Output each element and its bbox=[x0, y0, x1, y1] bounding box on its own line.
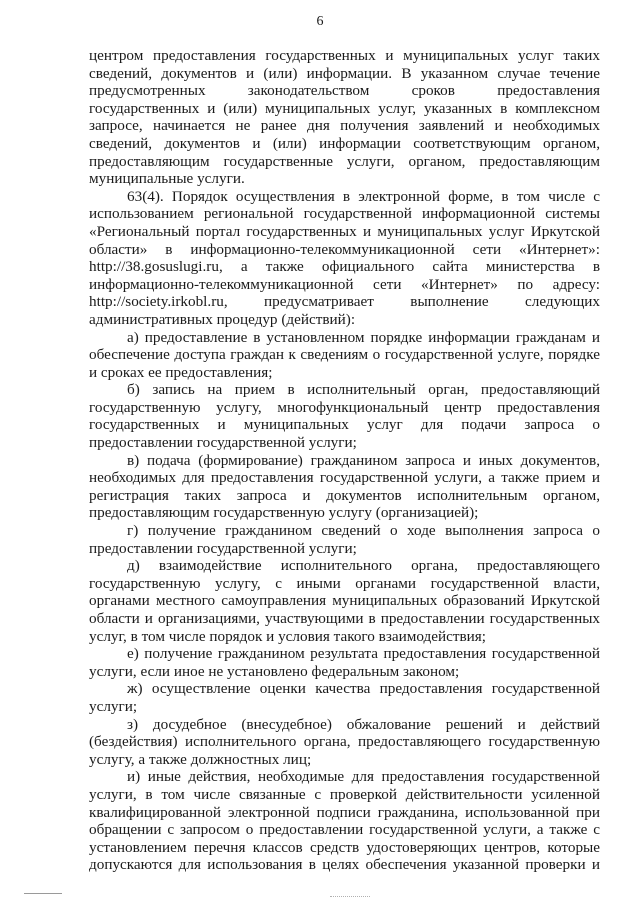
text-line: центром предоставления государственных и муниципальных услуг таких bbox=[89, 47, 600, 64]
text-line: з) досудебное (внесудебное) обжалование решений и действий bbox=[127, 715, 600, 733]
text-line: услуги, в том числе связанные с проверкой действительности усиленной bbox=[89, 785, 600, 803]
text-line: г) получение гражданином сведений о ходе выполнения запроса о bbox=[127, 522, 600, 540]
text-line: 63(4). Порядок осуществления в электронной форме, в том числе с bbox=[127, 187, 600, 205]
text-line: обращении с запросом о предоставлении государственной услуги, а также с bbox=[89, 821, 600, 839]
text-line: муниципальные услуги. bbox=[89, 170, 245, 188]
text-line: допускаются для использования в целях обеспечения указанной проверки и bbox=[89, 856, 600, 874]
text-line: предусмотренных законодательством сроков предоставления bbox=[89, 82, 600, 100]
text-line: государственную услугу, многофункциональный центр предоставления bbox=[89, 398, 600, 416]
text-line: услуги, если иное не установлено федеральным законом; bbox=[89, 662, 460, 680]
text-line: области» в информационно-телекоммуникационной сети «Интернет»: bbox=[89, 240, 600, 258]
scan-edge-dots bbox=[330, 896, 370, 903]
text-line: предоставлении государственной услуги; bbox=[89, 539, 357, 557]
text-line: сведений, документов и (или) информации соответствующим органом, bbox=[89, 134, 600, 152]
text-line: государственных и муниципальных услуг для подачи запроса о bbox=[89, 416, 600, 434]
text-line: б) запись на прием в исполнительный орган, предоставляющий bbox=[127, 381, 600, 399]
text-line: квалифицированной электронной подписи гражданина, использованной при bbox=[89, 803, 600, 821]
text-line: обеспечение доступа граждан к сведениям о государственной услуге, порядке bbox=[89, 346, 600, 364]
text-line: (бездействия) исполнительного органа, предоставляющего государственную bbox=[89, 733, 600, 751]
page-number: 6 bbox=[316, 14, 324, 29]
text-line: органами местного самоуправления муниципальных образований Иркутской bbox=[89, 592, 600, 610]
text-line: предоставляющим государственную услугу (организацией); bbox=[89, 504, 479, 522]
text-line: предоставляющим государственные услуги, органом, предоставляющим bbox=[89, 152, 600, 170]
document-body bbox=[89, 47, 600, 874]
text-line: и сроках ее предоставления; bbox=[89, 363, 273, 381]
text-line: ж) осуществление оценки качества предоставления государственной bbox=[127, 680, 600, 698]
text-line: услуги; bbox=[89, 697, 138, 715]
text-line: и) иные действия, необходимые для предоставления государственной bbox=[127, 768, 600, 786]
text-line: е) получение гражданином результата предоставления государственной bbox=[127, 645, 600, 663]
text-line: «Региональный портал государственных и муниципальных услуг Иркутской bbox=[89, 222, 600, 240]
text-line: http://38.gosuslugi.ru, а также официального сайта министерства в bbox=[89, 258, 600, 276]
text-line: регистрация таких запроса и документов исполнительным органом, bbox=[89, 486, 600, 504]
scan-edge-mark bbox=[24, 893, 62, 894]
text-line: запросе, начинается не ранее дня получения заявлений и необходимых bbox=[89, 117, 600, 135]
text-line: государственную услугу, с иными органами государственной власти, bbox=[89, 574, 600, 592]
text-line: а) предоставление в установленном порядке информации гражданам и bbox=[127, 328, 600, 346]
text-line: услугу, а также должностных лиц; bbox=[89, 750, 312, 768]
text-line: http://society.irkobl.ru, предусматривает выполнение следующих bbox=[89, 293, 600, 311]
text-line: д) взаимодействие исполнительного органа, предоставляющего bbox=[127, 557, 600, 575]
text-line: услуг, в том числе порядок и условия такого взаимодействия; bbox=[89, 627, 486, 645]
text-line: области и организациями, участвующими в предоставлении государственных bbox=[89, 610, 600, 627]
text-line: установлением перечня классов средств удостоверяющих центров, которые bbox=[89, 838, 600, 856]
text-line: предоставлении государственной услуги; bbox=[89, 434, 357, 452]
text-line: информационно-телекоммуникационной сети «Интернет» по адресу: bbox=[89, 275, 600, 293]
text-line: использованием региональной государственной информационной системы bbox=[89, 205, 600, 223]
text-line: сведений, документов и (или) информации. В указанном случае течение bbox=[89, 64, 600, 82]
text-line: административных процедур (действий): bbox=[89, 310, 356, 328]
text-line: в) подача (формирование) гражданином запроса и иных документов, bbox=[127, 451, 600, 469]
text-line: необходимых для предоставления государственной услуги, а также прием и bbox=[89, 469, 600, 487]
text-line: государственных и (или) муниципальных услуг, указанных в комплексном bbox=[89, 99, 600, 117]
